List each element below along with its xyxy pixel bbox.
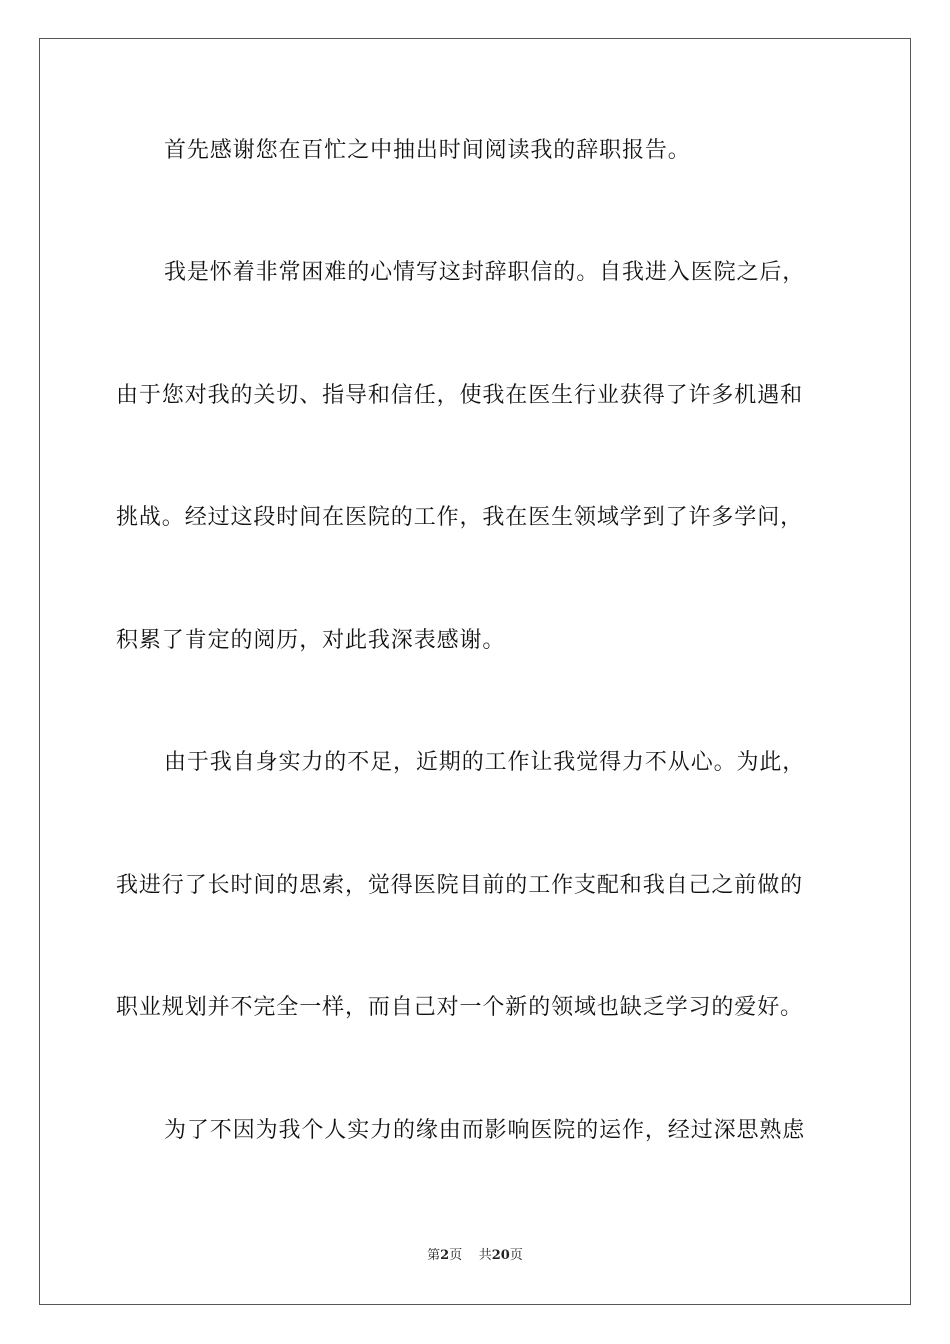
page-border xyxy=(39,38,911,1305)
paragraph-line: 我进行了长时间的思索，觉得医院目前的工作支配和我自己之前做的 xyxy=(116,873,804,898)
paragraph-line: 积累了肯定的阅历，对此我深表感谢。 xyxy=(116,628,506,653)
page-suffix: 页 xyxy=(449,1248,463,1263)
page-number: 2 xyxy=(440,1248,450,1263)
page-prefix: 第 xyxy=(427,1248,441,1263)
paragraph-line: 挑战。经过这段时间在医院的工作，我在医生领域学到了许多学问， xyxy=(116,505,804,530)
page-footer xyxy=(0,1247,950,1265)
paragraph-line: 由于我自身实力的不足，近期的工作让我觉得力不从心。为此， xyxy=(164,750,806,775)
total-suffix: 页 xyxy=(509,1248,523,1263)
paragraph-line: 我是怀着非常困难的心情写这封辞职信的。自我进入医院之后， xyxy=(164,260,806,285)
paragraph-line: 为了不因为我个人实力的缘由而影响医院的运作，经过深思熟虑 xyxy=(164,1118,806,1143)
paragraph-line: 由于您对我的关切、指导和信任，使我在医生行业获得了许多机遇和 xyxy=(116,383,804,408)
paragraph-line: 职业规划并不完全一样，而自己对一个新的领域也缺乏学习的爱好。 xyxy=(116,995,804,1020)
total-prefix: 共 xyxy=(478,1248,492,1263)
paragraph-line: 首先感谢您在百忙之中抽出时间阅读我的辞职报告。 xyxy=(164,138,691,163)
total-pages: 20 xyxy=(491,1248,510,1263)
